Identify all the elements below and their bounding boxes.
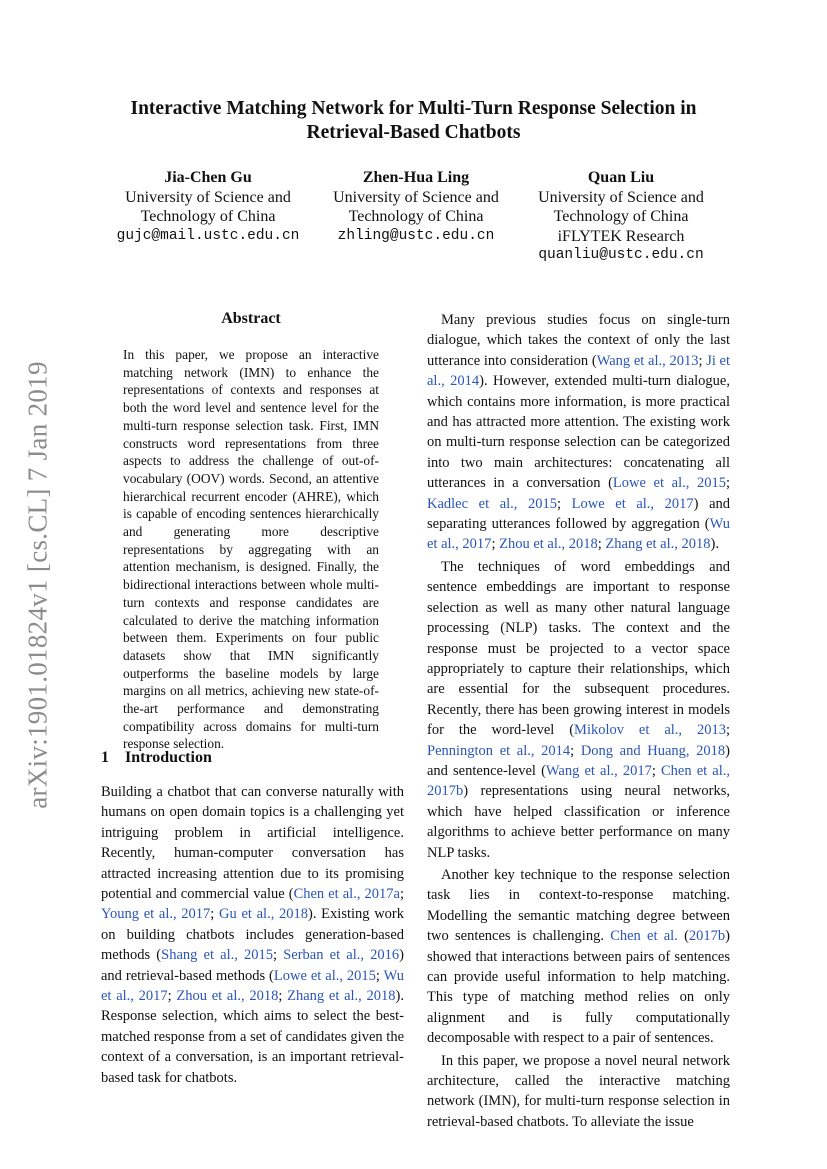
text-run: ) and sentence-level ( bbox=[427, 742, 730, 779]
citation-link[interactable]: Wang et al., 2013 bbox=[596, 352, 699, 369]
author-affiliation-line-1: University of Science and bbox=[333, 188, 499, 206]
right-column-body bbox=[427, 310, 730, 1132]
text-run: Building a chatbot that can converse naturally with humans on open domain topics is a challenging yet intriguing problem in artificial intelligence. Recently, human-computer conversation has attracted increasing attention due to its promising potential and commercial value ( bbox=[101, 784, 404, 903]
citation-link[interactable]: Zhang et al., 2018 bbox=[605, 536, 711, 553]
citation-link[interactable]: Lowe et al., 2017 bbox=[571, 495, 694, 512]
citation-link[interactable]: Ji et al., 2014 bbox=[427, 352, 731, 390]
text-run: ). However, extended multi-turn dialogue, which contains more information, is more practical and has attracted more attention. The existing work on multi-turn response selection can be categorized into two main architectures: concatenating all utterances in a conversation ( bbox=[427, 373, 730, 492]
section-title: Introduction bbox=[125, 749, 212, 766]
title-line-1: Interactive Matching Network for Multi-Turn Response Selection in bbox=[130, 98, 697, 119]
section-number: 1 bbox=[101, 749, 109, 766]
author-block-3 bbox=[516, 168, 726, 266]
citation-link[interactable]: Dong and Huang, 2018 bbox=[580, 742, 726, 759]
paragraph bbox=[101, 782, 404, 1088]
paragraph bbox=[427, 1051, 730, 1133]
citation-link[interactable]: Wu et al., 2017 bbox=[427, 516, 730, 553]
citation-link[interactable]: Lowe et al., 2015 bbox=[273, 967, 376, 984]
paragraph bbox=[427, 865, 730, 1049]
citation-link[interactable]: Zhang et al., 2018 bbox=[287, 988, 396, 1005]
text-run: Many previous studies focus on single-turn dialogue, which takes the context of only the last utterance into consideration ( bbox=[427, 312, 730, 369]
citation-link[interactable]: Gu et al., 2018 bbox=[219, 906, 309, 923]
text-run: ) and separating utterances followed by aggregation ( bbox=[427, 495, 730, 533]
text-run: ) and retrieval-based methods ( bbox=[101, 947, 404, 984]
introduction-body bbox=[101, 782, 404, 1088]
citation-link[interactable]: Zhou et al., 2018 bbox=[499, 536, 598, 553]
text-run: ; bbox=[725, 475, 730, 492]
citation-link[interactable]: Zhou et al., 2018 bbox=[176, 988, 279, 1005]
author-name: Quan Liu bbox=[587, 169, 655, 186]
text-run: ; bbox=[210, 906, 220, 923]
citation-link[interactable]: 2017b bbox=[688, 928, 726, 945]
text-run: ) showed that interactions between pairs of sentences can provide useful information to help matching. This type of matching method relies on only alignment and is fully computationally decomposable with respect to a pair of sentences. bbox=[427, 928, 730, 1047]
citation-link[interactable]: Chen et al., 2017b bbox=[427, 762, 731, 800]
text-run: ; bbox=[597, 536, 606, 553]
citation-link[interactable]: Shang et al., 2015 bbox=[161, 947, 274, 964]
citation-link[interactable]: Kadlec et al., 2015 bbox=[427, 495, 558, 512]
citation-link[interactable]: Lowe et al., 2015 bbox=[612, 475, 726, 492]
author-affiliation-line-1: University of Science and bbox=[538, 188, 704, 206]
citation-link[interactable]: Serban et al., 2016 bbox=[283, 947, 400, 964]
citation-link[interactable]: Young et al., 2017 bbox=[101, 906, 211, 923]
author-affiliation-line-2: Technology of China bbox=[140, 208, 276, 226]
text-run: ) representations using neural networks, which have helped classification or inference algorithms to achieve better performance on many NLP tasks. bbox=[427, 783, 730, 861]
text-run: ; bbox=[375, 967, 384, 984]
citation-link[interactable]: Wu et al., 2017 bbox=[101, 967, 404, 1005]
text-run: In this paper, we propose a novel neural network architecture, called the interactive matching network (IMN), for multi-turn response selection in retrieval-based chatbots. To alleviate the issue bbox=[427, 1052, 730, 1130]
author-email[interactable]: zhling@ustc.edu.cn bbox=[337, 227, 495, 244]
text-run: ). bbox=[710, 536, 719, 553]
author-affiliation-line-2: Technology of China bbox=[553, 208, 689, 226]
text-run: ). Response selection, which aims to select the best-matched response from a set of candidates given the context of a conversation, is an important retrieval-based task for chatbots. bbox=[101, 988, 405, 1086]
text-run: ; bbox=[399, 886, 404, 903]
author-affiliation-line-3: iFLYTEK Research bbox=[557, 227, 685, 245]
text-run: ; bbox=[570, 742, 581, 759]
text-run: ; bbox=[698, 352, 707, 369]
author-affiliation-line-1: University of Science and bbox=[125, 188, 291, 206]
title-line-2: Retrieval-Based Chatbots bbox=[306, 122, 521, 143]
section-heading-introduction bbox=[101, 749, 212, 767]
author-name: Jia-Chen Gu bbox=[164, 169, 252, 186]
citation-link[interactable]: Wang et al., 2017 bbox=[545, 762, 652, 779]
abstract-text: In this paper, we propose an interactive matching network (IMN) to enhance the representations of contexts and responses at both the word level and sentence level for the multi-turn response selection task. First, IMN constructs word representations from three aspects to address the challenge of out-of-vocabulary (OOV) words. Second, an attentive hierarchical recurrent encoder (AHRE), which is capable of encoding sentences hierarchically and generating more descriptive representations by aggregating with an attention mechanism, is designed. Finally, the bidirectional interactions between whole multi-turn contexts and response candidates are calculated to derive the matching information between them. Experiments on four public datasets show that IMN significantly outperforms the baseline models by large margins on all metrics, achieving new state-of-the-art performance and demonstrating compatibility across domains for multi-turn response selection. bbox=[123, 347, 379, 752]
author-name: Zhen-Hua Ling bbox=[362, 169, 470, 186]
paragraph bbox=[427, 557, 730, 863]
text-run: ). Existing work on building chatbots includes generation-based methods ( bbox=[101, 906, 405, 964]
citation-link[interactable]: Chen et al. bbox=[610, 928, 678, 945]
text-run: ; bbox=[557, 495, 572, 512]
citation-link[interactable]: Pennington et al., 2014 bbox=[427, 742, 571, 759]
text-run: The techniques of word embeddings and sentence embeddings are important to response selection as well as many other natural language processing (NLP) tasks. The context and the response must be projected to a vector space appropriately to capture their relationships, which are essential for the subsequent procedures. Recently, there has been growing interest in models for the word-level ( bbox=[427, 558, 730, 739]
text-run: ( bbox=[677, 928, 689, 945]
text-run: ; bbox=[273, 947, 284, 964]
citation-link[interactable]: Chen et al., 2017a bbox=[293, 886, 400, 903]
author-email[interactable]: gujc@mail.ustc.edu.cn bbox=[116, 227, 300, 244]
arxiv-identifier-text: arXiv:1901.01824v1 [cs.CL] 7 Jan 2019 bbox=[22, 361, 53, 809]
text-run: ; bbox=[278, 988, 288, 1005]
text-run: Another key technique to the response selection task lies in context-to-response matching. Modelling the semantic matching degree between two sentences is challenging. bbox=[427, 866, 730, 945]
text-run: ; bbox=[167, 988, 177, 1005]
text-run: ; bbox=[491, 536, 500, 553]
text-run: ; bbox=[725, 722, 730, 739]
paragraph bbox=[427, 310, 730, 555]
citation-link[interactable]: Mikolov et al., 2013 bbox=[574, 722, 726, 739]
author-email[interactable]: quanliu@ustc.edu.cn bbox=[538, 247, 704, 264]
author-block-1 bbox=[100, 168, 316, 246]
paper-title bbox=[80, 97, 747, 145]
text-run: ; bbox=[651, 762, 662, 779]
author-block-2 bbox=[316, 168, 516, 246]
author-affiliation-line-2: Technology of China bbox=[348, 208, 484, 226]
abstract-heading: Abstract bbox=[221, 310, 281, 327]
